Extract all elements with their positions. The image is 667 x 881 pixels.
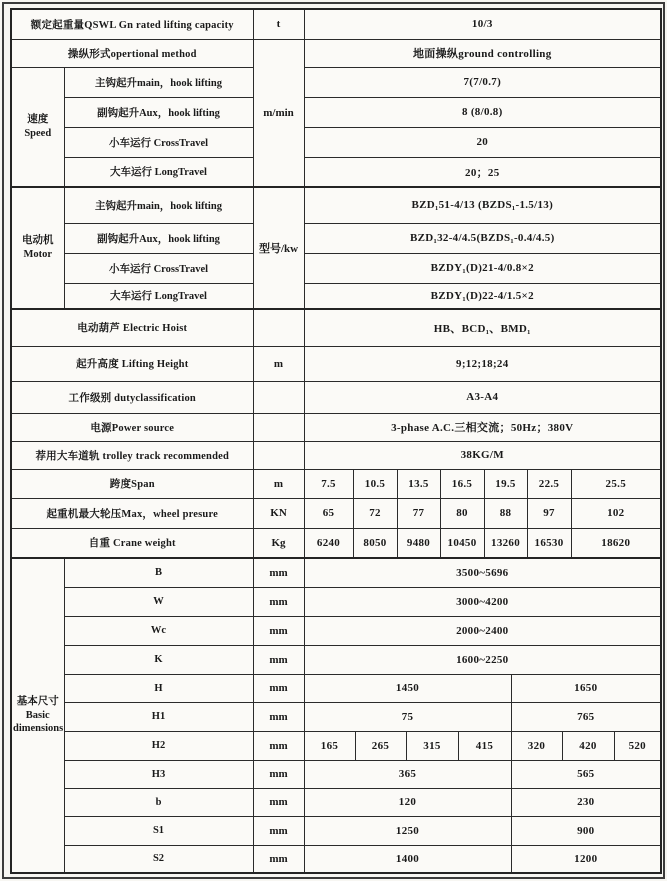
value-cell: 20 (304, 127, 661, 157)
unit-cell: mm (253, 760, 304, 788)
row-label: 起重机最大轮压Max，wheel presure (11, 498, 253, 528)
group-label-en: dimensions (13, 723, 64, 735)
table-row-speed-aux-hook (11, 97, 661, 127)
table-row-dim-b (11, 788, 661, 816)
table-row-speed-cross-travel (11, 127, 661, 157)
value-cell: 13.5 (397, 469, 440, 498)
value-cell: 18620 (571, 528, 661, 558)
table-row-power-source (11, 413, 661, 441)
value-cell: 565 (511, 760, 661, 788)
table-row-crane-weight (11, 528, 661, 558)
unit-cell: mm (253, 674, 304, 702)
group-label-cn: 基本尺寸 (16, 696, 59, 708)
value-cell: 2000~2400 (304, 616, 661, 645)
value-cell: 420 (562, 731, 614, 760)
unit-cell: t (253, 9, 304, 39)
unit-cell: KN (253, 498, 304, 528)
value-cell: 520 (614, 731, 661, 760)
table-row-motor-long-travel (11, 283, 661, 309)
value-cell: 22.5 (527, 469, 571, 498)
row-label: B (64, 558, 253, 587)
unit-cell: Kg (253, 528, 304, 558)
row-label: 主钩起升main，hook lifting (64, 187, 253, 223)
table-row-dim-H1 (11, 702, 661, 731)
table-row-electric-hoist (11, 309, 661, 346)
table-row-dim-B (11, 558, 661, 587)
row-label: 大车运行 LongTravel (64, 283, 253, 309)
unit-cell: mm (253, 816, 304, 845)
row-label: S1 (64, 816, 253, 845)
value-cell: 320 (511, 731, 562, 760)
table-row-dim-S2 (11, 845, 661, 873)
value-cell: 9480 (397, 528, 440, 558)
row-label: b (64, 788, 253, 816)
group-label-cn: 电动机 (22, 235, 54, 247)
unit-cell: mm (253, 845, 304, 873)
value-cell: 365 (304, 760, 511, 788)
value-cell: 88 (484, 498, 527, 528)
value-cell: 19.5 (484, 469, 527, 498)
table-row-operational-method (11, 39, 661, 67)
unit-cell: mm (253, 702, 304, 731)
unit-cell: mm (253, 788, 304, 816)
row-label: 副钩起升Aux，hook lifting (64, 97, 253, 127)
table-row-speed-main-hook (11, 67, 661, 97)
value-cell: 16530 (527, 528, 571, 558)
value-cell: 65 (304, 498, 353, 528)
table-row-dim-K (11, 645, 661, 674)
value-cell: BZDY₁(D)21-4/0.8×2 (304, 253, 661, 283)
row-label: 副钩起升Aux，hook lifting (64, 223, 253, 253)
value-cell: 75 (304, 702, 511, 731)
value-cell: 3500~5696 (304, 558, 661, 587)
value-cell: 7(7/0.7) (304, 67, 661, 97)
value-cell: 1250 (304, 816, 511, 845)
group-label-cn: 速度 (27, 114, 49, 126)
row-label: 电动葫芦 Electric Hoist (11, 309, 253, 346)
group-label-en: Speed (24, 127, 52, 139)
value-cell: 265 (355, 731, 406, 760)
row-label: 自重 Crane weight (11, 528, 253, 558)
table-row-duty-classification (11, 381, 661, 413)
table-row-dim-H2 (11, 731, 661, 760)
unit-cell: mm (253, 645, 304, 674)
value-cell: HB、BCD₁、BMD₁ (304, 309, 661, 346)
unit-cell (253, 413, 304, 441)
row-label: 主钩起升main，hook lifting (64, 67, 253, 97)
row-label: 荐用大车道轨 trolley track recommended (11, 441, 253, 469)
value-cell: 97 (527, 498, 571, 528)
unit-cell (253, 309, 304, 346)
unit-cell: m (253, 469, 304, 498)
row-label: 操纵形式opertional method (11, 39, 253, 67)
value-cell: 230 (511, 788, 661, 816)
value-cell: 6240 (304, 528, 353, 558)
group-label-motor (11, 187, 64, 309)
table-row-max-wheel-pressure (11, 498, 661, 528)
table-row-lifting-height (11, 346, 661, 381)
row-label: Wc (64, 616, 253, 645)
value-cell: 3-phase A.C.三相交流；50Hz；380V (304, 413, 661, 441)
group-label-en: Motor (23, 249, 53, 260)
table-row-dim-Wc (11, 616, 661, 645)
row-label: 小车运行 CrossTravel (64, 127, 253, 157)
value-cell: BZDY₁(D)22-4/1.5×2 (304, 283, 661, 309)
value-cell: 8 (8/0.8) (304, 97, 661, 127)
value-cell: 38KG/M (304, 441, 661, 469)
crane-specification-sheet (10, 8, 662, 874)
value-cell: 20；25 (304, 157, 661, 187)
value-cell: 120 (304, 788, 511, 816)
value-cell: 1200 (511, 845, 661, 873)
value-cell: 1600~2250 (304, 645, 661, 674)
unit-cell: m (253, 346, 304, 381)
row-label: 额定起重量QSWL Gn rated lifting capacity (11, 9, 253, 39)
table-row-span (11, 469, 661, 498)
value-cell: 165 (304, 731, 355, 760)
row-label: H1 (64, 702, 253, 731)
row-label: W (64, 587, 253, 616)
value-cell: 415 (458, 731, 511, 760)
table-row-dim-H (11, 674, 661, 702)
value-cell: 9;12;18;24 (304, 346, 661, 381)
value-cell: BZD₁32-4/4.5(BZDS₁-0.4/4.5) (304, 223, 661, 253)
group-label-en: Basic (25, 709, 50, 721)
spec-table-upper (10, 8, 662, 559)
row-label: 工作级别 dutyclassification (11, 381, 253, 413)
spec-table-basic-dimensions (10, 557, 662, 874)
value-cell: 10/3 (304, 9, 661, 39)
value-cell: 102 (571, 498, 661, 528)
value-cell: A3-A4 (304, 381, 661, 413)
value-cell: BZD₁51-4/13 (BZDS₁-1.5/13) (304, 187, 661, 223)
value-cell: 315 (406, 731, 458, 760)
value-cell: 10.5 (353, 469, 397, 498)
value-cell: 1450 (304, 674, 511, 702)
value-cell: 地面操纵ground controlling (304, 39, 661, 67)
unit-cell: mm (253, 587, 304, 616)
row-label: 大车运行 LongTravel (64, 157, 253, 187)
table-row-dim-W (11, 587, 661, 616)
table-row-dim-S1 (11, 816, 661, 845)
value-cell: 7.5 (304, 469, 353, 498)
unit-cell (253, 381, 304, 413)
row-label: H (64, 674, 253, 702)
value-cell: 77 (397, 498, 440, 528)
unit-cell (253, 441, 304, 469)
value-cell: 72 (353, 498, 397, 528)
group-label-basic-dimensions (11, 558, 64, 873)
table-row-motor-cross-travel (11, 253, 661, 283)
table-row-motor-main-hook (11, 187, 661, 223)
unit-cell: mm (253, 558, 304, 587)
table-row-dim-H3 (11, 760, 661, 788)
value-cell: 765 (511, 702, 661, 731)
row-label: H2 (64, 731, 253, 760)
row-label: 电源Power source (11, 413, 253, 441)
table-row-trolley-track (11, 441, 661, 469)
row-label: 起升高度 Lifting Height (11, 346, 253, 381)
table-row-motor-aux-hook (11, 223, 661, 253)
row-label: S2 (64, 845, 253, 873)
value-cell: 1400 (304, 845, 511, 873)
value-cell: 10450 (440, 528, 484, 558)
value-cell: 25.5 (571, 469, 661, 498)
unit-cell: mm (253, 616, 304, 645)
value-cell: 8050 (353, 528, 397, 558)
value-cell: 1650 (511, 674, 661, 702)
value-cell: 900 (511, 816, 661, 845)
value-cell: 80 (440, 498, 484, 528)
row-label: K (64, 645, 253, 674)
value-cell: 3000~4200 (304, 587, 661, 616)
unit-cell: mm (253, 731, 304, 760)
value-cell: 13260 (484, 528, 527, 558)
row-label: 小车运行 CrossTravel (64, 253, 253, 283)
table-row-rated-capacity (11, 9, 661, 39)
row-label: 跨度Span (11, 469, 253, 498)
unit-cell-motor: 型号/kw (253, 187, 304, 309)
group-label-speed (11, 67, 64, 187)
unit-cell-speed: m/min (253, 39, 304, 187)
table-row-speed-long-travel (11, 157, 661, 187)
value-cell: 16.5 (440, 469, 484, 498)
row-label: H3 (64, 760, 253, 788)
